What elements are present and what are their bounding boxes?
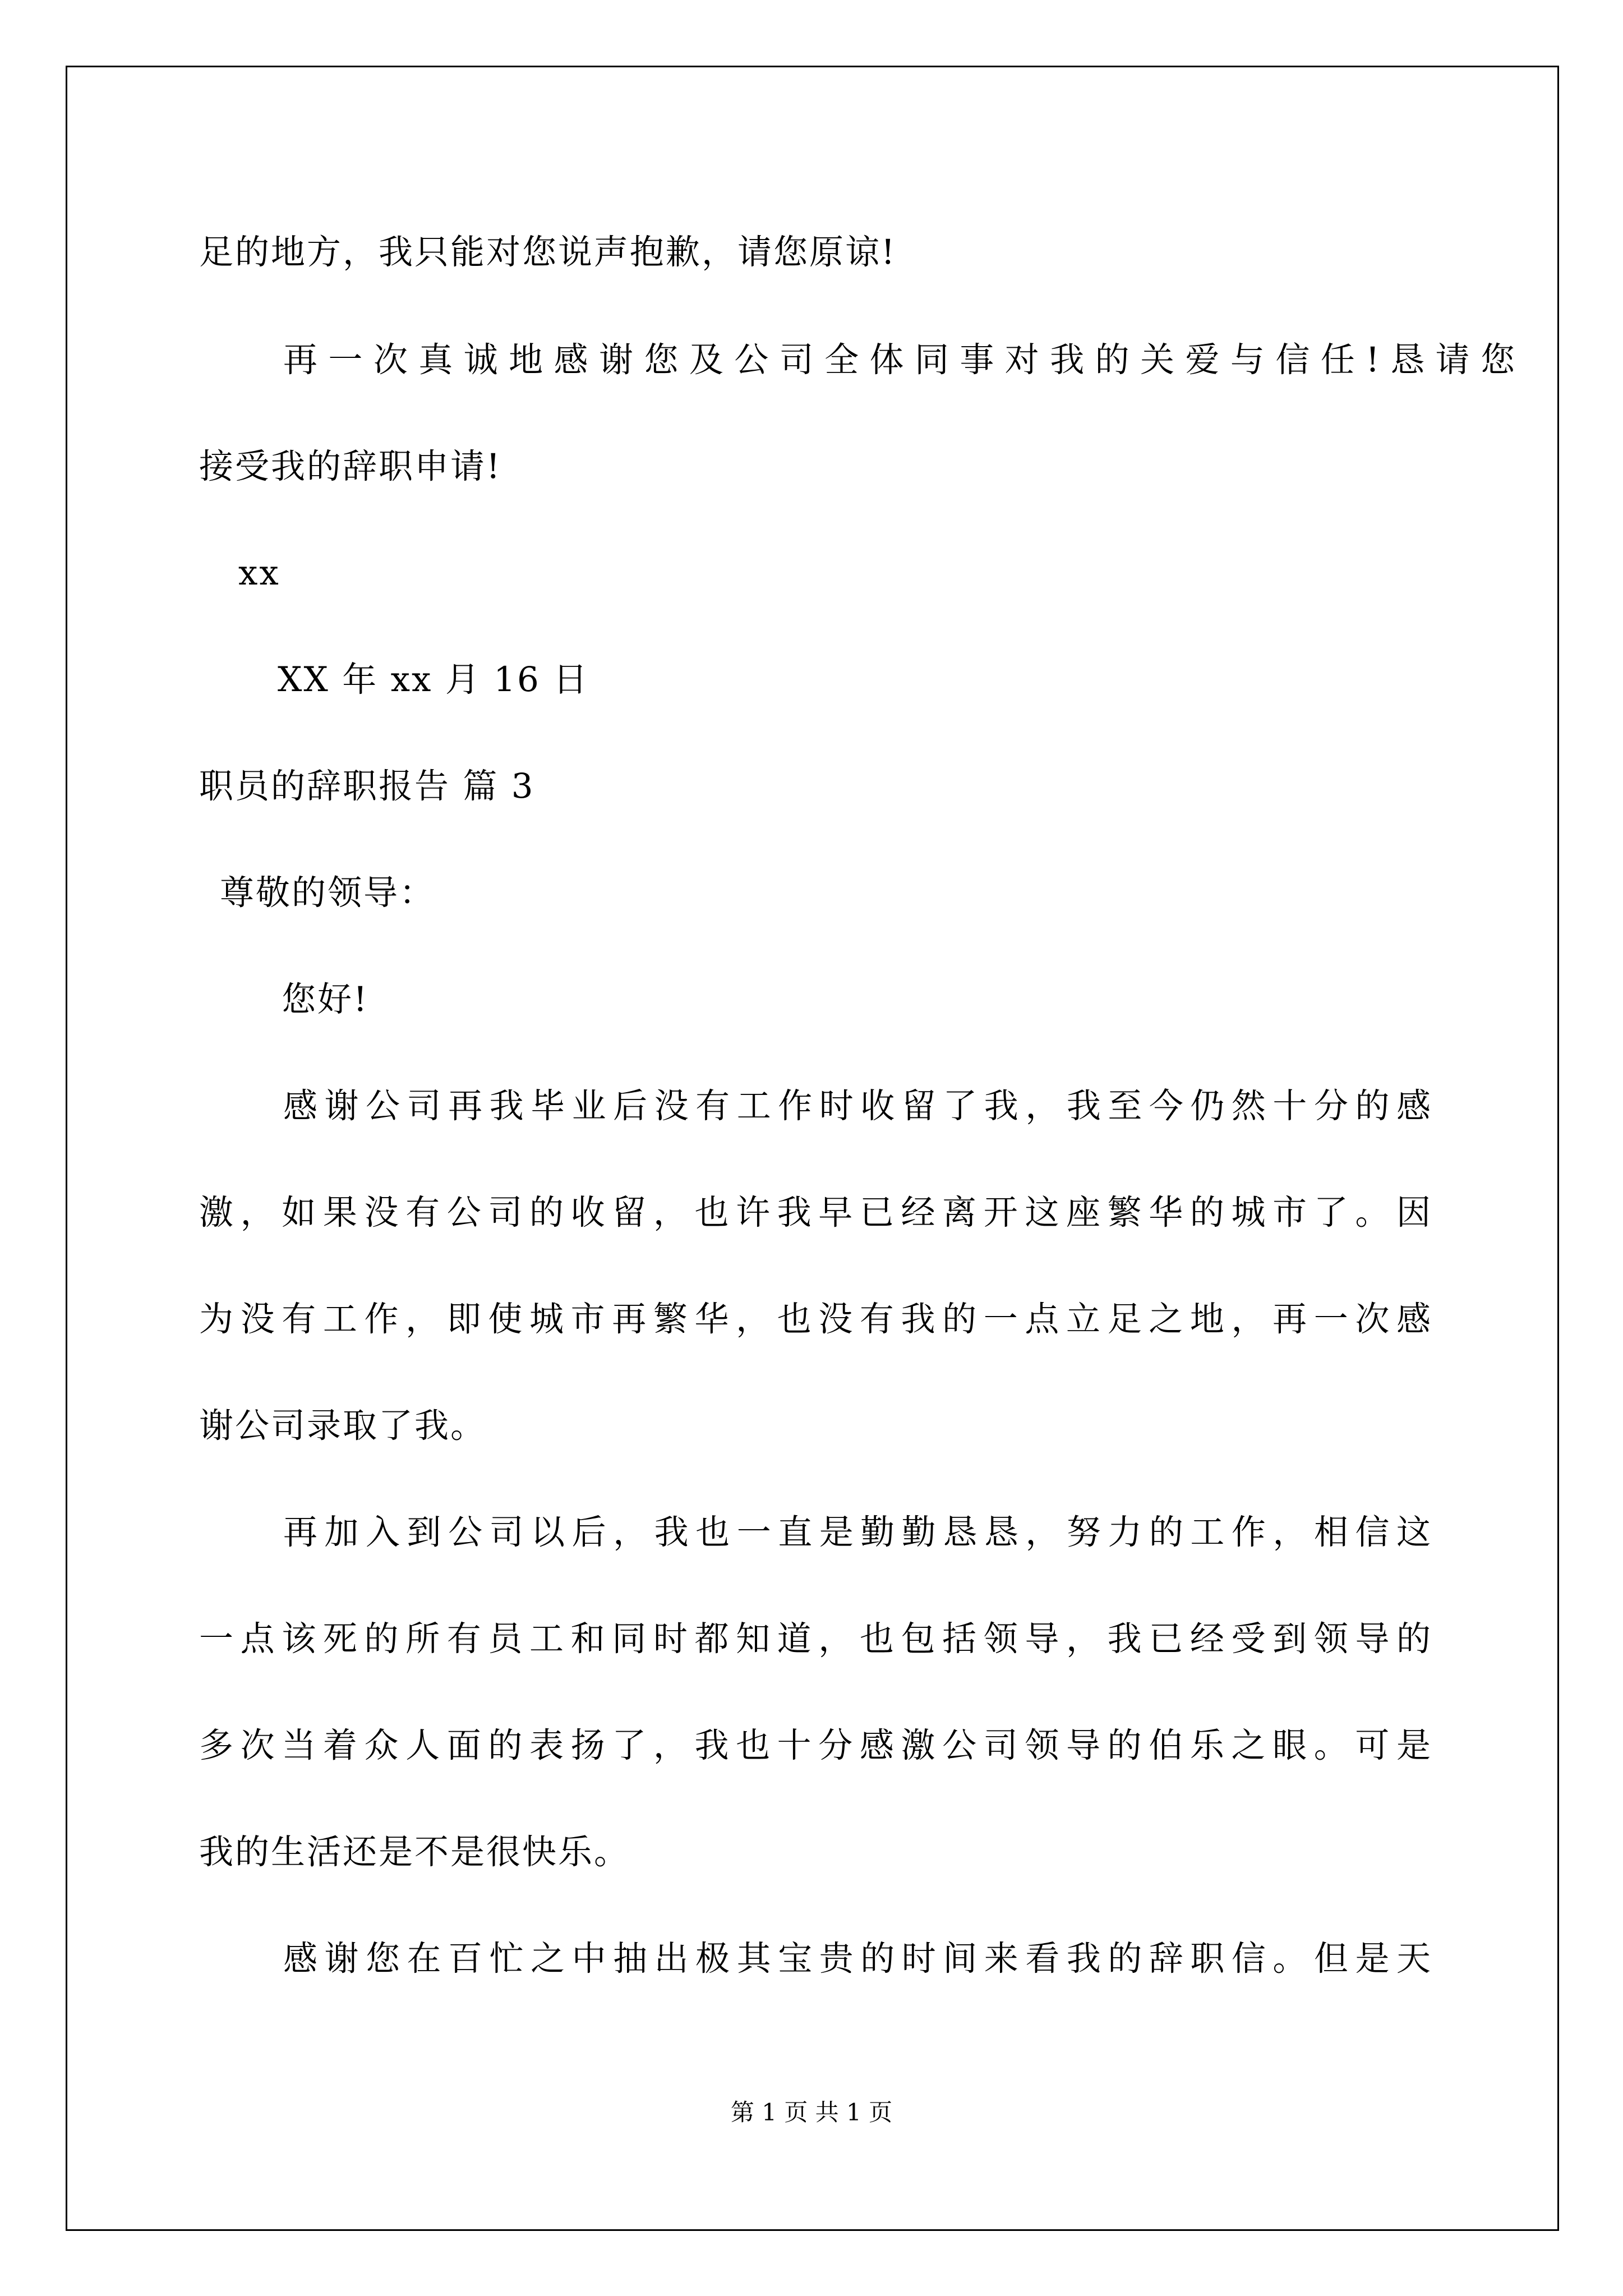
paragraph-line: 我的生活还是不是很快乐。 <box>199 1832 630 1872</box>
signature-name: xx <box>238 553 280 593</box>
paragraph-line: 足的地方，我只能对您说声抱歉，请您原谅! <box>199 232 897 272</box>
paragraph-line: 接受我的辞职申请! <box>199 447 502 486</box>
paragraph-line: 一点该死的所有员工和同时都知道，也包括领导，我已经受到领导的 <box>199 1619 1431 1659</box>
paragraph-line: 激，如果没有公司的收留，也许我早已经离开这座繁华的城市了。因 <box>199 1193 1431 1232</box>
paragraph-line: 谢公司录取了我。 <box>199 1406 487 1446</box>
paragraph-line: 为没有工作，即使城市再繁华，也没有我的一点立足之地，再一次感 <box>199 1299 1431 1339</box>
page-border <box>66 66 1559 2231</box>
paragraph-line: 感谢公司再我毕业后没有工作时收留了我，我至今仍然十分的感 <box>283 1086 1431 1126</box>
paragraph-line: 多次当着众人面的表扬了，我也十分感激公司领导的伯乐之眼。可是 <box>199 1726 1431 1765</box>
section-title: 职员的辞职报告 篇 3 <box>199 766 535 806</box>
salutation: 尊敬的领导： <box>220 873 436 913</box>
greeting: 您好! <box>282 979 369 1019</box>
signature-date: XX 年 xx 月 16 日 <box>278 660 589 700</box>
paragraph-line: 再一次真诚地感谢您及公司全体同事对我的关爱与信任!恳请您 <box>283 340 1515 380</box>
page-number-footer: 第 1 页 共 1 页 <box>730 2099 893 2126</box>
paragraph-line: 再加入到公司以后，我也一直是勤勤恳恳，努力的工作，相信这 <box>283 1512 1431 1552</box>
paragraph-line: 感谢您在百忙之中抽出极其宝贵的时间来看我的辞职信。但是天 <box>283 1939 1431 1978</box>
